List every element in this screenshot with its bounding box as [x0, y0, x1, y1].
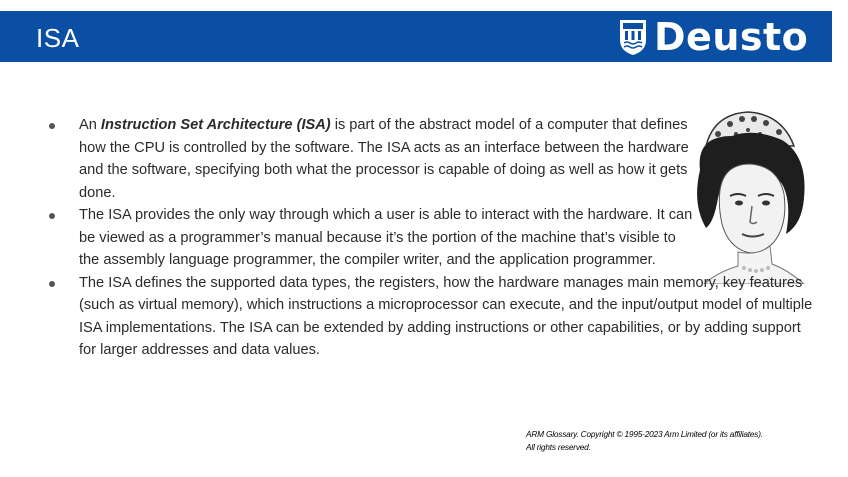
bullet-text: is part of the abstract model of a computer that defines how the CPU is controlled by the software. The ISA acts as an interface between the hardware and the software, specifying both what the processor is capable of doing as well as how it gets done.: [79, 117, 689, 201]
bullet-text: An: [79, 117, 101, 133]
header-bar: [0, 11, 832, 62]
logo-wordmark: Deusto: [654, 15, 809, 59]
bullet-text: The ISA defines the supported data types, the registers, how the hardware manages main memory, key features (such as virtual memory), which instructions a microprocessor can execute, and the input/output model of multiple ISA implementations. The ISA can be extended by adding instructions or other capabilities, or by adding support for larger addresses and data values.: [79, 274, 813, 358]
bullet-text: The ISA provides the only way through which a user is able to interact with the hardware. It can be viewed as a programmer’s manual because it’s the portion of the machine that’s visible to the assembly language programmer, the compiler writer, and the application programmer.: [79, 207, 693, 268]
deusto-logo: [618, 17, 808, 57]
isa-term: Instruction Set Architecture (ISA): [100, 117, 331, 133]
list-item: [46, 272, 819, 362]
citation-line-2: All rights reserved.: [526, 441, 591, 452]
list-item: [46, 114, 697, 204]
slide-body: [46, 114, 816, 362]
slide-title: ISA: [36, 23, 80, 53]
list-item: [46, 204, 697, 272]
citation-line-1: ARM Glossary. Copyright © 1995-2023 Arm Limited (or its affiliates).: [526, 429, 763, 439]
citation: [526, 428, 826, 453]
deusto-shield-icon: [618, 18, 648, 56]
